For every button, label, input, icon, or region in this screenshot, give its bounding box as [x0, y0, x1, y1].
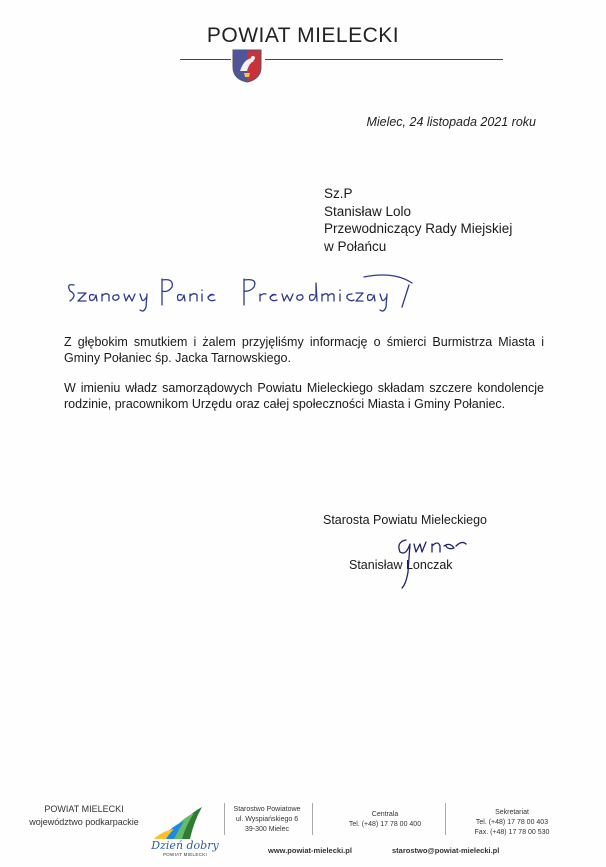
office-street: ul. Wyspiańskiego 6	[235, 816, 299, 823]
header-rule-left	[180, 59, 231, 60]
body-paragraph-1: Z głębokim smutkiem i żalem przyjęliśmy informację o śmierci Burmistrza Miasta i Gminy Połaniec śp. Jacka Tarnowskiego.	[64, 335, 544, 365]
office-city: 39-300 Mielec	[245, 826, 289, 833]
secretariat-phone: Tel. (+48) 17 78 00 403	[475, 819, 549, 826]
header-rule-right	[265, 59, 503, 60]
footer-divider-3	[445, 803, 446, 835]
recipient-honorific: Sz.P	[324, 186, 353, 201]
secretariat-label: Sekretariat	[495, 809, 529, 816]
sunrise-logo-icon	[150, 805, 220, 841]
footer-central	[340, 810, 430, 830]
signatory-title: Starosta Powiatu Mieleckiego	[323, 513, 487, 527]
footer-org-name: POWIAT MIELECKI	[44, 804, 124, 814]
recipient-name: Stanisław Lolo	[324, 203, 412, 219]
footer-office	[225, 805, 309, 835]
central-phone: Tel. (+48) 17 78 00 400	[348, 821, 422, 828]
recipient-location: w Połańcu	[324, 238, 387, 254]
logo-text: Dzień dobry	[151, 839, 219, 852]
recipient-position: Przewodniczący Rady Miejskiej	[324, 221, 513, 236]
handwritten-salutation	[64, 265, 424, 325]
footer-divider-2	[312, 803, 313, 835]
footer-website-link[interactable]: www.powiat-mielecki.pl	[268, 846, 352, 855]
logo-subtext: POWIAT MIELECKI	[162, 852, 208, 857]
footer-email-link[interactable]: starostwo@powiat-mielecki.pl	[392, 846, 500, 855]
coat-of-arms-icon	[232, 49, 262, 83]
footer-secretariat	[462, 808, 562, 838]
letterhead-title: POWIAT MIELECKI	[206, 24, 400, 47]
letter-date: Mielec, 24 listopada 2021 roku	[366, 115, 536, 129]
body-paragraph-2: W imieniu władz samorządowych Powiatu Mieleckiego składam szczere kondolencje rodzinie, pracownikom Urzędu oraz całej społeczności Miasta i Gminy Połaniec.	[64, 381, 544, 411]
secretariat-fax: Fax. (+48) 17 78 00 530	[474, 829, 550, 836]
handwritten-signature	[392, 522, 472, 592]
footer-org-region: województwo podkarpackie	[29, 817, 139, 827]
footer-org	[20, 803, 148, 829]
recipient-address	[324, 185, 512, 255]
office-name: Starostwo Powiatowe	[233, 806, 301, 813]
central-label: Centrala	[371, 811, 399, 818]
dzien-dobry-logo	[150, 805, 220, 860]
signatory-name: Stanisław Lonczak	[349, 558, 453, 572]
